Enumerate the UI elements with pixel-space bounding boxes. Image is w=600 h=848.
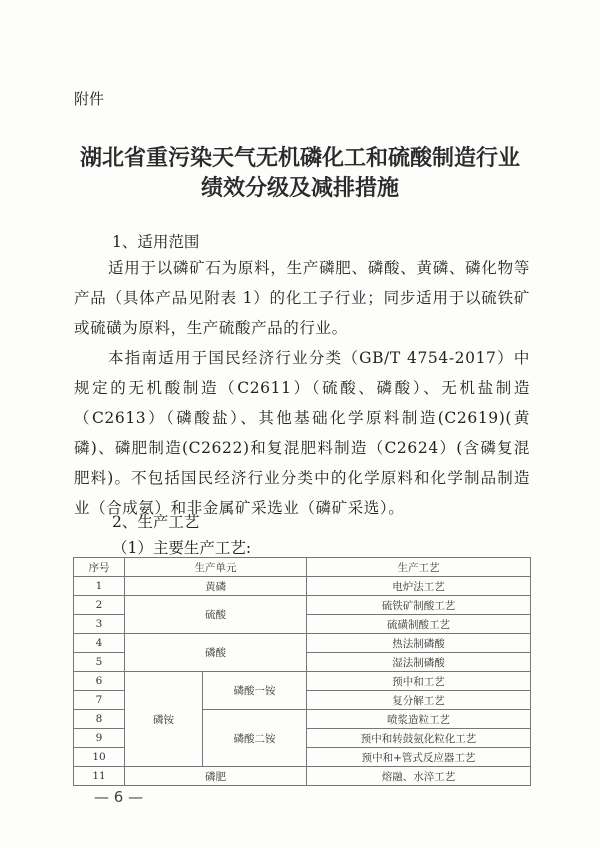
table-row <box>74 634 531 653</box>
row-process: 硫磺制酸工艺 <box>307 615 531 634</box>
row-no: 1 <box>74 577 125 596</box>
table-row <box>74 577 531 596</box>
header-no: 序号 <box>74 558 125 577</box>
row-process: 喷浆造粒工艺 <box>307 710 531 729</box>
row-process: 复分解工艺 <box>307 691 531 710</box>
row-process: 预中和工艺 <box>307 672 531 691</box>
table-row <box>74 672 531 691</box>
row-unit: 黄磷 <box>125 577 307 596</box>
document-title-line1: 湖北省重污染天气无机磷化工和硫酸制造行业 <box>79 145 520 171</box>
table-row <box>74 596 531 615</box>
section2-heading: 2、生产工艺 <box>112 513 200 531</box>
attachment-label: 附件 <box>74 90 105 108</box>
row-no: 11 <box>74 767 125 786</box>
row-unit: 磷铵 <box>125 672 203 767</box>
row-unit: 磷肥 <box>125 767 307 786</box>
section1-paragraph1: 适用于以磷矿石为原料，生产磷肥、磷酸、黄磷、磷化物等产品（具体产品见附表 1）的化工子行业；同步适用于以硫铁矿或硫磺为原料，生产硫酸产品的行业。 <box>74 259 530 337</box>
row-unit: 磷酸 <box>125 634 307 672</box>
table-row <box>74 767 531 786</box>
row-process: 湿法制磷酸 <box>307 653 531 672</box>
document-title-line2: 绩效分级及减排措施 <box>200 175 399 201</box>
section1-heading: 1、适用范围 <box>112 233 200 251</box>
row-no: 6 <box>74 672 125 691</box>
row-process: 硫铁矿制酸工艺 <box>307 596 531 615</box>
row-no: 7 <box>74 691 125 710</box>
table-header-row <box>74 558 531 577</box>
section2-subheading: （1）主要生产工艺: <box>112 539 252 557</box>
row-no: 5 <box>74 653 125 672</box>
row-process: 预中和转鼓氨化粒化工艺 <box>307 729 531 748</box>
row-no: 3 <box>74 615 125 634</box>
row-process: 热法制磷酸 <box>307 634 531 653</box>
row-process: 预中和+管式反应器工艺 <box>307 748 531 767</box>
section1-paragraph2: 本指南适用于国民经济行业分类（GB/T 4754-2017）中规定的无机酸制造（C2611）（硫酸、磷酸）、无机盐制造（C2613）（磷酸盐）、其他基础化学原料制造(C2619)(黄磷)、磷肥制造(C2622)和复混肥料制造（C2624）(含磷复混肥料)。不包括国民经济行业分类中的化学原料和化学制品制造业（合成氨）和非金属矿采选业（磷矿采选）。 <box>74 349 530 517</box>
production-process-table <box>73 557 531 786</box>
row-no: 8 <box>74 710 125 729</box>
header-unit: 生产单元 <box>125 558 307 577</box>
row-process: 电炉法工艺 <box>307 577 531 596</box>
row-unit: 硫酸 <box>125 596 307 634</box>
page-number: — 6 — <box>94 788 144 806</box>
row-no: 9 <box>74 729 125 748</box>
row-no: 10 <box>74 748 125 767</box>
row-no: 4 <box>74 634 125 653</box>
row-subunit: 磷酸一铵 <box>203 672 307 710</box>
header-process: 生产工艺 <box>307 558 531 577</box>
row-subunit: 磷酸二铵 <box>203 710 307 767</box>
row-no: 2 <box>74 596 125 615</box>
row-process: 熔融、水淬工艺 <box>307 767 531 786</box>
